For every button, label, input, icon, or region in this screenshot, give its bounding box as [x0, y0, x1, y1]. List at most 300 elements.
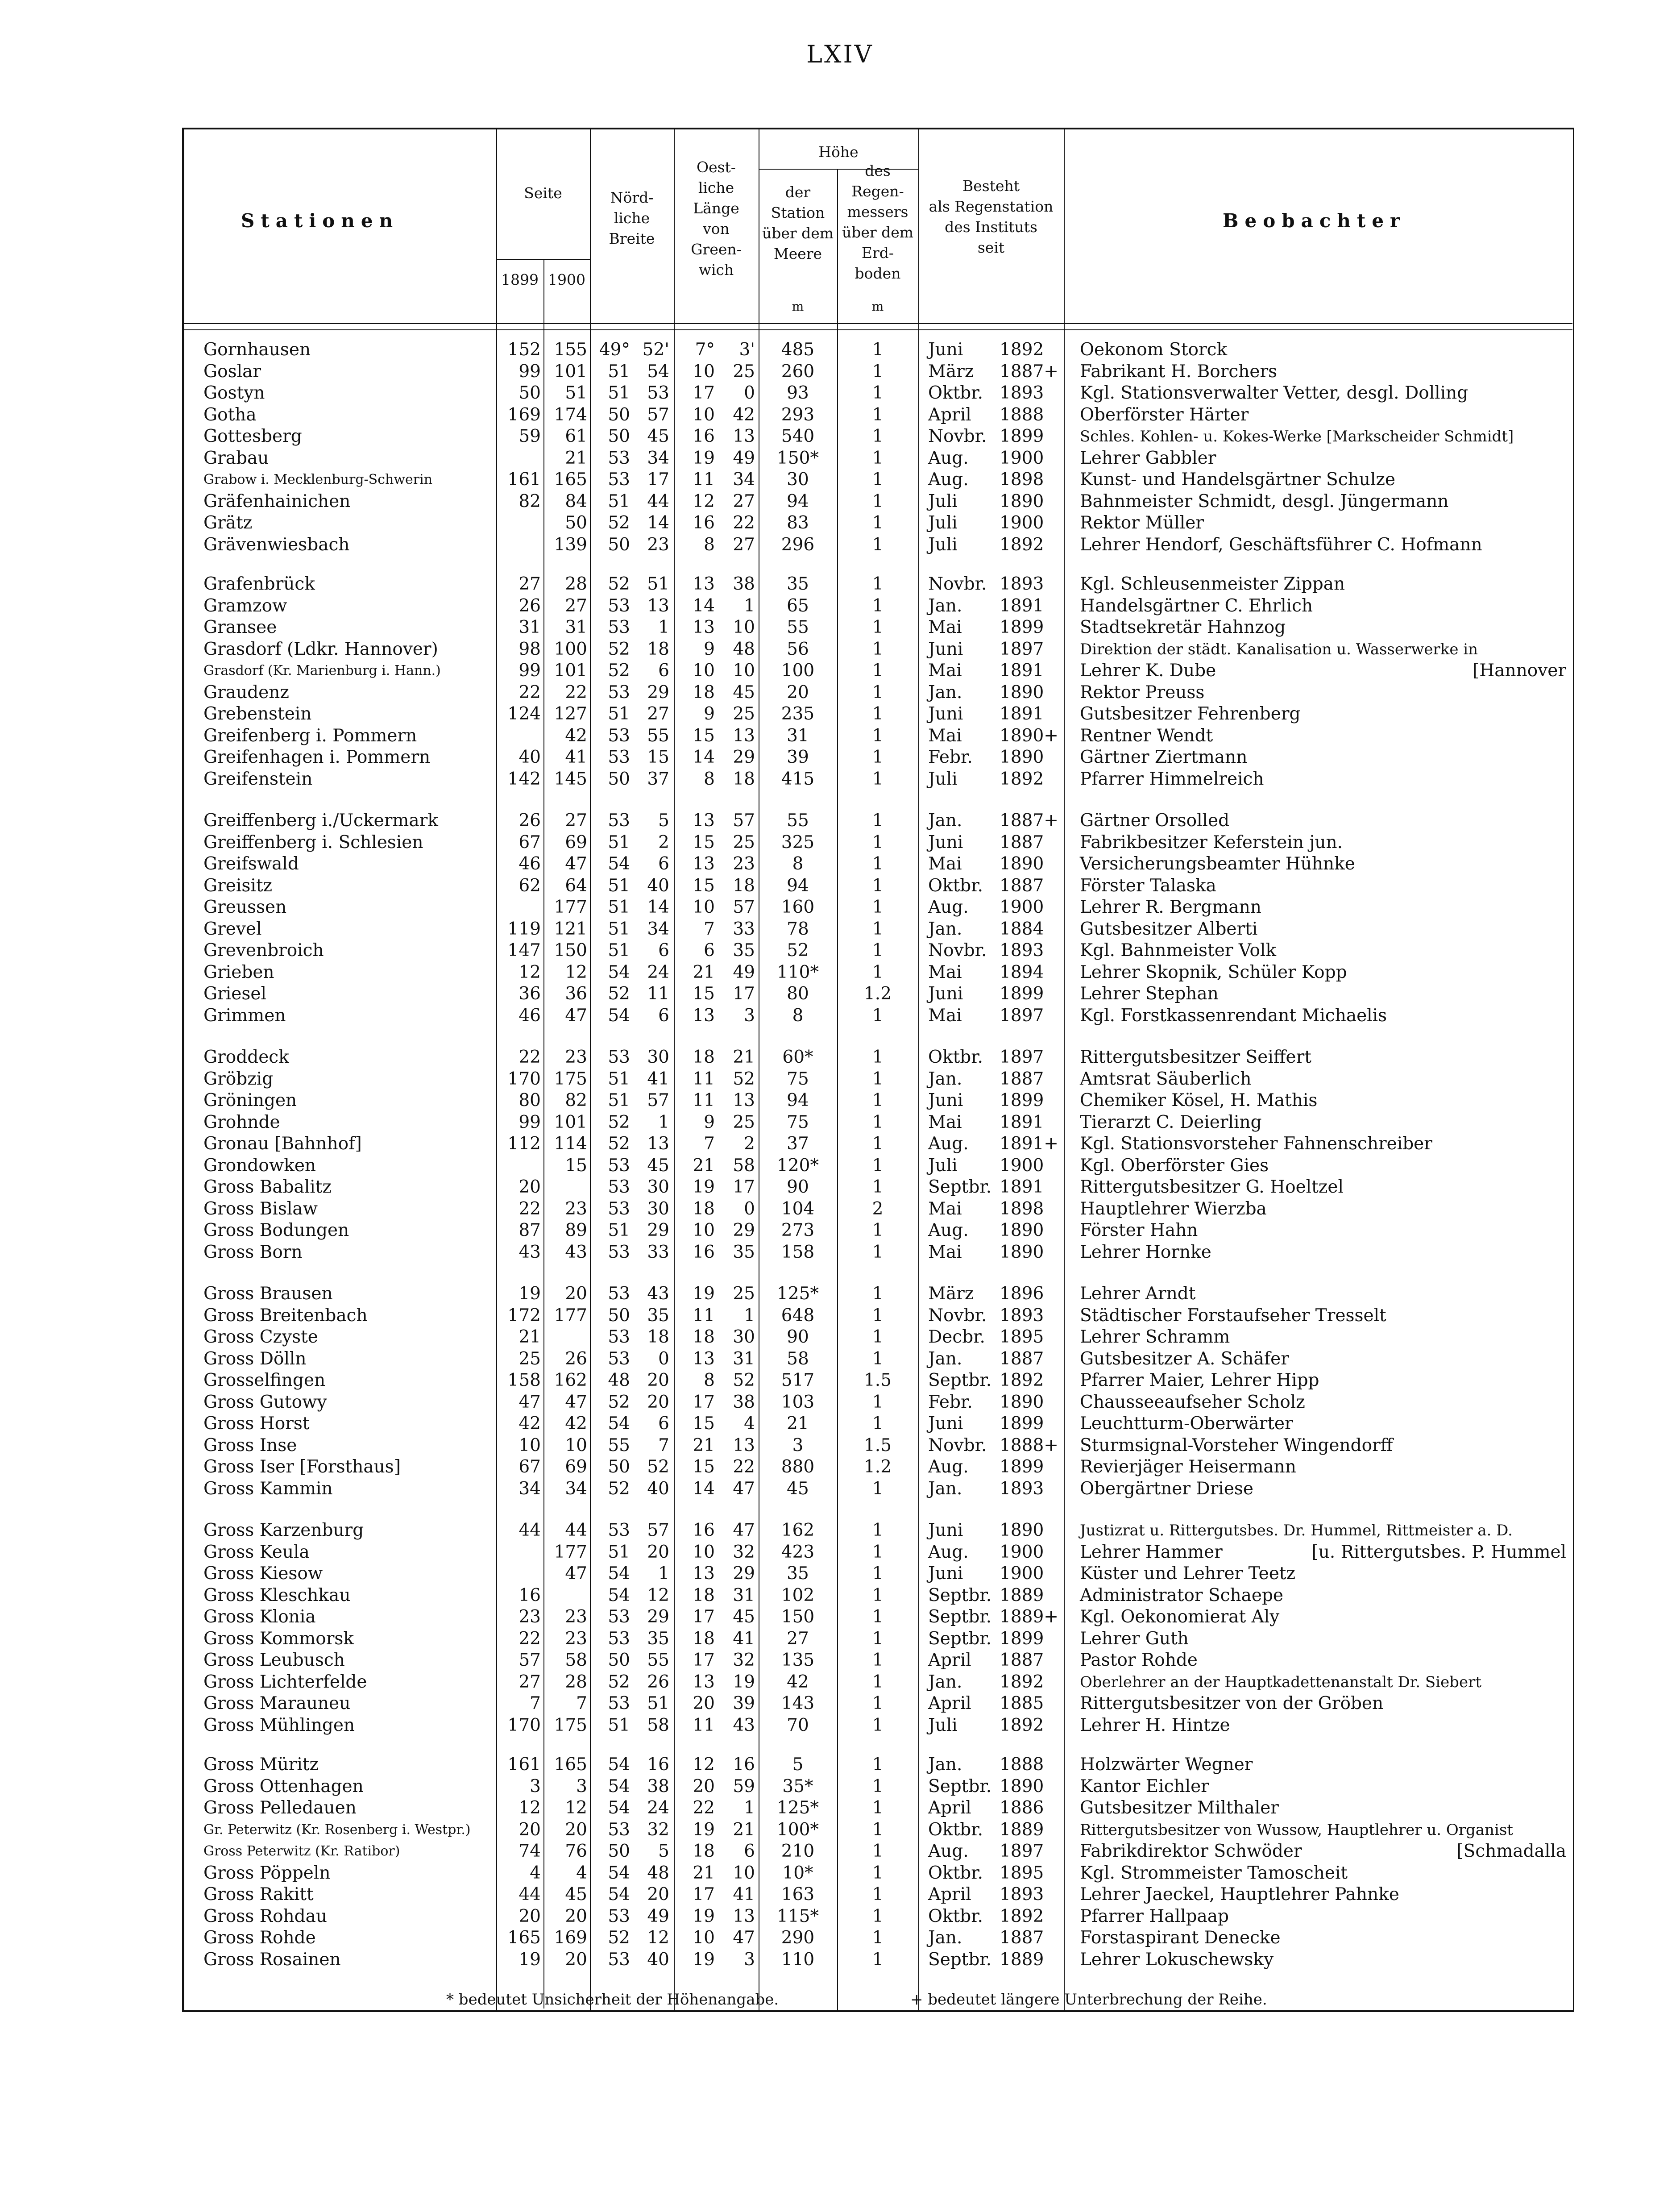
- cell-mon: Mai: [928, 661, 962, 681]
- station-name: Greussen: [203, 897, 287, 917]
- cell-lon-m: 13: [733, 426, 755, 446]
- cell-r: 1.5: [863, 1435, 892, 1455]
- cell-yr: 1899: [1000, 984, 1044, 1004]
- cell-r: 1: [872, 1177, 884, 1197]
- station-name: Gross Müritz: [203, 1755, 319, 1775]
- cell-obs: Hauptlehrer Wierzba: [1080, 1198, 1267, 1219]
- cell-s99: 20: [519, 1906, 541, 1926]
- cell-lon-d: 15: [693, 725, 715, 746]
- cell-mon: Juni: [928, 704, 963, 724]
- cell-s00: 174: [554, 404, 587, 425]
- cell-obs: Rektor Müller: [1080, 513, 1204, 533]
- cell-h: 52: [787, 940, 809, 961]
- cell-s00: 150: [554, 940, 587, 961]
- cell-lon-d: 10: [693, 1542, 715, 1562]
- cell-yr: 1885: [1000, 1693, 1044, 1713]
- cell-obs: Forstaspirant Denecke: [1080, 1928, 1281, 1948]
- cell-lat-m: 24: [647, 962, 669, 982]
- cell-lat-m: 6: [658, 1414, 669, 1434]
- cell-s00: 23: [565, 1607, 587, 1627]
- cell-lat-d: 53: [608, 1198, 630, 1219]
- cell-s99: 7: [530, 1693, 541, 1713]
- cell-h: 100: [781, 661, 815, 681]
- cell-r: 1: [872, 962, 884, 982]
- cell-mon: April: [928, 1884, 971, 1905]
- cell-s99: 142: [507, 769, 541, 789]
- cell-h: 3: [792, 1435, 804, 1455]
- cell-lon-m: 59: [733, 1776, 755, 1796]
- cell-obs: Kgl. Oberförster Gies: [1080, 1155, 1269, 1176]
- cell-yr: 1898: [1000, 1198, 1044, 1219]
- cell-h: 210: [781, 1841, 815, 1861]
- cell-lon-m: 48: [733, 639, 755, 659]
- cell-lon-d: 8: [704, 769, 715, 789]
- cell-r: 1: [872, 1819, 884, 1840]
- cell-obs: Chausseeaufseher Scholz: [1080, 1392, 1305, 1412]
- cell-s99: 25: [519, 1348, 541, 1369]
- table-row: [0, 919, 1680, 940]
- table-row: [0, 574, 1680, 595]
- cell-yr: 1897: [1000, 1841, 1044, 1861]
- cell-h: 83: [787, 513, 809, 533]
- cell-yr: 1887+: [1000, 811, 1058, 831]
- cell-yr: 1892: [1000, 769, 1044, 789]
- cell-s00: 42: [565, 725, 587, 746]
- table-row: [0, 1220, 1680, 1241]
- cell-r: 1: [872, 1585, 884, 1605]
- cell-lat-d: 54: [608, 962, 630, 982]
- cell-r: 1: [872, 1650, 884, 1670]
- station-name: Grätz: [203, 513, 253, 533]
- cell-lat-d: 53: [608, 1693, 630, 1713]
- cell-lat-m: 57: [647, 1090, 669, 1110]
- cell-lon-d: 13: [693, 1005, 715, 1026]
- table-row: [0, 595, 1680, 617]
- cell-mon: Mai: [928, 854, 962, 874]
- header-breite: [590, 187, 674, 249]
- cell-lat-d: 53: [608, 1819, 630, 1840]
- cell-obs: Leuchtturm-Oberwärter: [1080, 1414, 1293, 1434]
- station-name: Gräfenhainichen: [203, 491, 351, 511]
- cell-obs: Lehrer Stephan: [1080, 984, 1219, 1004]
- cell-lon-d: 13: [693, 1672, 715, 1692]
- cell-yr: 1888+: [1000, 1435, 1058, 1455]
- cell-lat-d: 54: [608, 1863, 630, 1883]
- cell-lat-d: 54: [608, 1884, 630, 1905]
- cell-obs: Lehrer Hendorf, Geschäftsführer C. Hofmann: [1080, 534, 1482, 555]
- header-regen-hoehe: [837, 161, 918, 284]
- cell-r: 1: [872, 361, 884, 382]
- station-name: Gr. Peterwitz (Kr. Rosenberg i. Westpr.): [203, 1821, 471, 1838]
- cell-h: 415: [781, 769, 815, 789]
- cell-obs: Administrator Schaepe: [1080, 1585, 1284, 1605]
- cell-h: 90: [787, 1327, 809, 1347]
- cell-mon: Novbr.: [928, 1435, 987, 1455]
- cell-r: 1.2: [863, 984, 892, 1004]
- cell-s00: 47: [565, 1392, 587, 1412]
- cell-lat-m: 18: [647, 639, 669, 659]
- cell-r: 1: [872, 1755, 884, 1775]
- cell-s00: 177: [554, 1305, 587, 1326]
- cell-s00: 165: [554, 1755, 587, 1775]
- cell-lat-d: 53: [608, 1949, 630, 1970]
- cell-lon-m: 10: [733, 661, 755, 681]
- cell-yr: 1888: [1000, 1755, 1044, 1775]
- cell-lat-m: 20: [647, 1542, 669, 1562]
- cell-s99: 21: [519, 1327, 541, 1347]
- cell-lat-d: 50: [608, 534, 630, 555]
- cell-lon-d: 16: [693, 513, 715, 533]
- station-name: Gross Kiesow: [203, 1564, 323, 1584]
- cell-obs-continuation: [Schmadalla: [1456, 1841, 1566, 1861]
- table-row: [0, 1478, 1680, 1500]
- table-row: [0, 1776, 1680, 1797]
- cell-lon-m: 29: [733, 747, 755, 767]
- cell-lat-d: 52: [608, 639, 630, 659]
- cell-lon-m: 27: [733, 491, 755, 511]
- cell-lat-m: 57: [647, 1520, 669, 1540]
- station-name: Gröbzig: [203, 1069, 274, 1089]
- cell-lon-d: 13: [693, 574, 715, 594]
- cell-s00: 34: [565, 1478, 587, 1499]
- cell-r: 1: [872, 1242, 884, 1262]
- station-name: Greisitz: [203, 875, 273, 896]
- cell-mon: Febr.: [928, 1392, 973, 1412]
- cell-lon-m: 31: [733, 1348, 755, 1369]
- cell-lat-m: 40: [647, 875, 669, 896]
- cell-s00: 23: [565, 1628, 587, 1649]
- cell-r: 1: [872, 1542, 884, 1562]
- cell-r: 1: [872, 897, 884, 917]
- cell-s99: 172: [507, 1305, 541, 1326]
- cell-obs: Pastor Rohde: [1080, 1650, 1198, 1670]
- cell-lat-d: 53: [608, 1906, 630, 1926]
- cell-lat-m: 23: [647, 534, 669, 555]
- cell-yr: 1899: [1000, 426, 1044, 446]
- cell-obs: Gutsbesitzer Milthaler: [1080, 1798, 1279, 1818]
- cell-h: 55: [787, 617, 809, 637]
- cell-obs: Pfarrer Himmelreich: [1080, 769, 1264, 789]
- station-name: Groddeck: [203, 1047, 289, 1067]
- cell-lon-m: 45: [733, 682, 755, 703]
- cell-r: 1: [872, 1478, 884, 1499]
- cell-lon-m: 13: [733, 1435, 755, 1455]
- cell-obs: Holzwärter Wegner: [1080, 1755, 1253, 1775]
- cell-obs: Rentner Wendt: [1080, 725, 1213, 746]
- cell-r: 1: [872, 426, 884, 446]
- cell-r: 1: [872, 1628, 884, 1649]
- cell-mon: Oktbr.: [928, 1819, 983, 1840]
- cell-lon-d: 16: [693, 426, 715, 446]
- cell-mon: Mai: [928, 617, 962, 637]
- table-row: [0, 1198, 1680, 1220]
- station-name: Gross Bodungen: [203, 1220, 349, 1240]
- cell-lon-m: 32: [733, 1650, 755, 1670]
- table-row: [0, 1370, 1680, 1391]
- station-name: Greifenberg i. Pommern: [203, 725, 417, 746]
- cell-h: 65: [787, 595, 809, 616]
- cell-r: 1: [872, 1112, 884, 1132]
- cell-lon-d: 18: [693, 1628, 715, 1649]
- cell-mon: Jan.: [928, 682, 962, 703]
- cell-lat-d: 55: [608, 1435, 630, 1455]
- cell-obs: Kantor Eichler: [1080, 1776, 1209, 1796]
- cell-lon-m: 25: [733, 361, 755, 382]
- cell-mon: Jan.: [928, 1755, 962, 1775]
- cell-s99: 50: [519, 383, 541, 403]
- station-name: Grafenbrück: [203, 574, 315, 594]
- table-row: [0, 1841, 1680, 1862]
- cell-mon: Oktbr.: [928, 875, 983, 896]
- cell-lat-d: 51: [608, 940, 630, 961]
- cell-lat-d: 53: [608, 595, 630, 616]
- cell-s99: 99: [519, 361, 541, 382]
- cell-yr: 1891: [1000, 1112, 1044, 1132]
- cell-obs: Lehrer Skopnik, Schüler Kopp: [1080, 962, 1347, 982]
- cell-s99: 27: [519, 574, 541, 594]
- cell-s99: 44: [519, 1520, 541, 1540]
- header-station-hoehe-line: über dem: [762, 225, 834, 242]
- cell-lat-d: 53: [608, 682, 630, 703]
- cell-mon: Oktbr.: [928, 383, 983, 403]
- cell-yr: 1887: [1000, 1348, 1044, 1369]
- cell-obs: Direktion der städt. Kanalisation u. Wasserwerke in: [1080, 640, 1478, 658]
- cell-obs: Kgl. Strommeister Tamoscheit: [1080, 1863, 1348, 1883]
- cell-lat-m: 52: [647, 1457, 669, 1477]
- cell-lon-d: 17: [693, 383, 715, 403]
- cell-lon-m: 17: [733, 1177, 755, 1197]
- cell-s00: 177: [554, 897, 587, 917]
- cell-lat-m: 24: [647, 1798, 669, 1818]
- header-breite-line: Nörd-: [610, 189, 654, 206]
- cell-lon-m: 49: [733, 962, 755, 982]
- cell-lat-m: 55: [647, 725, 669, 746]
- cell-mon: Juli: [928, 769, 958, 789]
- cell-yr: 1893: [1000, 1884, 1044, 1905]
- cell-lat-d: 51: [608, 1220, 630, 1240]
- table-row: [0, 1348, 1680, 1370]
- cell-lon-m: 1: [744, 1798, 755, 1818]
- station-name: Gross Gutowy: [203, 1392, 327, 1412]
- cell-h: 110*: [777, 962, 819, 982]
- table-row: [0, 1133, 1680, 1155]
- cell-s00: 44: [565, 1520, 587, 1540]
- cell-h: 104: [781, 1198, 815, 1219]
- cell-lon-m: 3: [744, 1005, 755, 1026]
- cell-mon: Septbr.: [928, 1370, 992, 1390]
- cell-mon: Jan.: [928, 1348, 962, 1369]
- cell-yr: 1888: [1000, 404, 1044, 425]
- cell-s00: 101: [554, 1112, 587, 1132]
- cell-s99: 43: [519, 1242, 541, 1262]
- table-row: [0, 1005, 1680, 1027]
- cell-s00: 69: [565, 832, 587, 852]
- cell-obs: Kgl. Stationsvorsteher Fahnenschreiber: [1080, 1134, 1432, 1154]
- header-station-hoehe-line: Station: [771, 204, 825, 221]
- cell-lon-d: 11: [693, 470, 715, 490]
- cell-lon-d: 19: [693, 1906, 715, 1926]
- table-row: [0, 1177, 1680, 1198]
- cell-r: 1: [872, 1414, 884, 1434]
- cell-r: 1: [872, 639, 884, 659]
- cell-yr: 1890+: [1000, 725, 1058, 746]
- cell-s00: 20: [565, 1949, 587, 1970]
- station-name: Gross Horst: [203, 1414, 310, 1434]
- cell-r: 1: [872, 1520, 884, 1540]
- cell-lon-d: 19: [693, 1177, 715, 1197]
- cell-lat-d: 51: [608, 875, 630, 896]
- cell-yr: 1900: [1000, 1155, 1044, 1176]
- header-besteht: [918, 176, 1064, 258]
- cell-lat-m: 0: [658, 1348, 669, 1369]
- cell-s00: 114: [554, 1134, 587, 1154]
- cell-mon: Decbr.: [928, 1327, 985, 1347]
- table-row: [0, 983, 1680, 1005]
- cell-lat-d: 52: [608, 1392, 630, 1412]
- cell-obs: Förster Talaska: [1080, 875, 1216, 896]
- cell-mon: Septbr.: [928, 1628, 992, 1649]
- station-name: Gross Dölln: [203, 1348, 307, 1369]
- table-row: [0, 660, 1680, 682]
- cell-obs: Kgl. Stationsverwalter Vetter, desgl. Dolling: [1080, 383, 1468, 403]
- cell-s99: 42: [519, 1414, 541, 1434]
- cell-s99: 57: [519, 1650, 541, 1670]
- cell-s00: 169: [554, 1928, 587, 1948]
- cell-lat-d: 53: [608, 1607, 630, 1627]
- station-name: Gross Inse: [203, 1435, 297, 1455]
- cell-h: 93: [787, 383, 809, 403]
- cell-lon-d: 17: [693, 1884, 715, 1905]
- cell-s99: 47: [519, 1392, 541, 1412]
- cell-mon: Oktbr.: [928, 1906, 983, 1926]
- cell-s99: 22: [519, 682, 541, 703]
- cell-lon-m: 25: [733, 832, 755, 852]
- cell-lon-m: 25: [733, 1284, 755, 1304]
- cell-obs: Gutsbesitzer Alberti: [1080, 919, 1258, 939]
- cell-obs: Kgl. Forstkassenrendant Michaelis: [1080, 1005, 1387, 1026]
- cell-mon: Mai: [928, 1242, 962, 1262]
- cell-yr: 1892: [1000, 1715, 1044, 1735]
- header-unit-m: m: [792, 299, 804, 314]
- cell-s00: 27: [565, 595, 587, 616]
- cell-lon-d: 9: [704, 704, 715, 724]
- cell-s00: 15: [565, 1155, 587, 1176]
- cell-lon-d: 18: [693, 682, 715, 703]
- cell-mon: Jan.: [928, 811, 962, 831]
- cell-h: 150: [781, 1607, 815, 1627]
- cell-yr: 1893: [1000, 1478, 1044, 1499]
- cell-s00: 76: [565, 1841, 587, 1861]
- cell-mon: Mai: [928, 725, 962, 746]
- cell-yr: 1896: [1000, 1284, 1044, 1304]
- cell-r: 1: [872, 1928, 884, 1948]
- cell-lat-m: 12: [647, 1928, 669, 1948]
- cell-lat-m: 34: [647, 919, 669, 939]
- table-row: [0, 1327, 1680, 1348]
- cell-s99: 74: [519, 1841, 541, 1861]
- cell-s99: 22: [519, 1198, 541, 1219]
- station-name: Gross Keula: [203, 1542, 310, 1562]
- station-name: Gross Leubusch: [203, 1650, 345, 1670]
- table-row: [0, 1047, 1680, 1068]
- cell-obs: Kunst- und Handelsgärtner Schulze: [1080, 470, 1395, 490]
- station-name: Grabow i. Mecklenburg-Schwerin: [203, 472, 433, 487]
- cell-s99: 87: [519, 1220, 541, 1240]
- table-row: [0, 962, 1680, 983]
- cell-s00: 22: [565, 682, 587, 703]
- cell-lat-m: 16: [647, 1755, 669, 1775]
- cell-s00: 47: [565, 1005, 587, 1026]
- cell-lon-m: 13: [733, 1090, 755, 1110]
- cell-lon-d: 9: [704, 639, 715, 659]
- station-name: Grevenbroich: [203, 940, 324, 961]
- cell-h: 37: [787, 1134, 809, 1154]
- cell-r: 1: [872, 595, 884, 616]
- cell-obs: Lehrer Arndt: [1080, 1284, 1196, 1304]
- cell-s99: 31: [519, 617, 541, 637]
- header-laenge-line: liche: [698, 179, 734, 196]
- cell-obs: Lehrer Jaeckel, Hauptlehrer Pahnke: [1080, 1884, 1399, 1905]
- table-row: [0, 1542, 1680, 1563]
- cell-mon: Juli: [928, 1715, 958, 1735]
- table-row: [0, 747, 1680, 768]
- cell-lat-m: 17: [647, 470, 669, 490]
- cell-obs: Tierarzt C. Deierling: [1080, 1112, 1262, 1132]
- cell-lon-d: 10: [693, 1220, 715, 1240]
- cell-lat-d: 52: [608, 1134, 630, 1154]
- cell-lon-m: 22: [733, 513, 755, 533]
- cell-h: 290: [781, 1928, 815, 1948]
- header-unit-m: m: [871, 299, 884, 314]
- cell-yr: 1892: [1000, 1906, 1044, 1926]
- table-row: [0, 1305, 1680, 1327]
- cell-r: 2: [872, 1198, 884, 1219]
- cell-s00: 28: [565, 574, 587, 594]
- cell-yr: 1889+: [1000, 1607, 1058, 1627]
- cell-lat-d: 52: [608, 1928, 630, 1948]
- cell-lat-m: 44: [647, 491, 669, 511]
- cell-r: 1: [872, 811, 884, 831]
- cell-lat-m: 1: [658, 617, 669, 637]
- header-laenge-line: von: [703, 220, 730, 237]
- cell-lon-m: 33: [733, 919, 755, 939]
- cell-lat-m: 51: [647, 1693, 669, 1713]
- cell-s99: 16: [519, 1585, 541, 1605]
- cell-yr: 1890: [1000, 1220, 1044, 1240]
- header-besteht-line: des Instituts: [945, 218, 1037, 236]
- cell-lat-m: 20: [647, 1370, 669, 1390]
- cell-s00: 82: [565, 1090, 587, 1110]
- station-name: Grebenstein: [203, 704, 312, 724]
- cell-lon-d: 7: [704, 919, 715, 939]
- cell-h: 58: [787, 1348, 809, 1369]
- cell-yr: 1891: [1000, 704, 1044, 724]
- cell-r: 1: [872, 574, 884, 594]
- station-name: Griesel: [203, 984, 266, 1004]
- cell-h: 35: [787, 574, 809, 594]
- cell-lat-m: 20: [647, 1884, 669, 1905]
- table-row: [0, 1585, 1680, 1606]
- cell-mon: Aug.: [928, 1134, 969, 1154]
- cell-r: 1: [872, 704, 884, 724]
- cell-lat-d: 52: [608, 1672, 630, 1692]
- header-seite: Seite: [524, 184, 562, 202]
- cell-obs-continuation: [u. Rittergutsbes. P. Hummel: [1311, 1542, 1566, 1562]
- cell-r: 1: [872, 1090, 884, 1110]
- cell-lon-m: 16: [733, 1755, 755, 1775]
- header-rule: [184, 329, 1572, 330]
- table-row: [0, 534, 1680, 556]
